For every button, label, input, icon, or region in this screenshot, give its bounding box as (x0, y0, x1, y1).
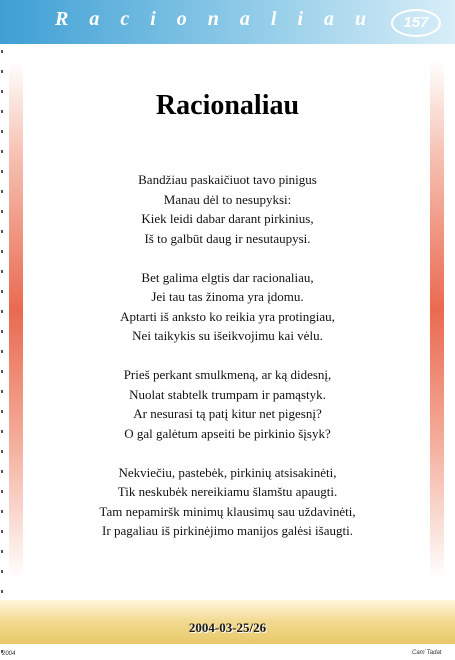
poem-line: Prieš perkant smulkmeną, ar ką didesnį, (123, 367, 332, 382)
poem-line: O gal galėtum apseiti be pirkinio šįsyk? (124, 425, 331, 441)
header-title: R a c i o n a l i a u (55, 8, 375, 30)
footer-author: Cam`Tadat (412, 650, 442, 656)
left-edge-ticks (0, 50, 5, 610)
poem-line: Ar nesurasi tą patį kitur net pigesnį? (133, 406, 322, 421)
poem-stanza (40, 463, 415, 541)
poem-stanza (40, 170, 415, 248)
poem-stanza (40, 365, 415, 443)
poem-line: Bandžiau paskaičiuot tavo pinigus (138, 172, 317, 187)
poem-line: Nekviečiu, pastebėk, pirkinių atsisakinėti, (118, 464, 337, 480)
poem-line: Tik neskubėk nereikiamu šlamštu apaugti. (117, 484, 338, 499)
page-number-badge: 157 (391, 9, 441, 37)
left-decorative-strip (9, 60, 23, 580)
poem-title: Racionaliau (155, 90, 300, 121)
poem-line: Nuolat stabtelk trumpam ir pamąstyk. (129, 386, 326, 402)
poem-line: Kiek leidi dabar darant pirkinius, (141, 211, 314, 226)
poem-line: Manau dėl to nesupyksi: (163, 191, 292, 207)
poem-line: Jei tau tas žinoma yra įdomu. (151, 289, 304, 304)
poem-line: Nei taikykis su išeikvojimu kai vėlu. (132, 328, 323, 343)
poem-line: Aptarti iš anksto ko reikia yra protingiau, (120, 308, 335, 324)
poem-line: Bet galima elgtis dar racionaliau, (141, 269, 314, 285)
page-footer (0, 600, 455, 644)
footer-date: 2004-03-25/26 (188, 620, 267, 635)
poem-line: Ir pagaliau iš pirkinėjimo manijos galėsi išaugti. (102, 523, 353, 538)
footer-year: 2004 (2, 651, 16, 657)
poem-stanza (40, 268, 415, 346)
poem-line: Iš to galbūt daug ir nesutaupysi. (144, 230, 311, 246)
poem-body (40, 170, 415, 560)
page-header (0, 0, 455, 44)
right-decorative-strip (430, 60, 444, 580)
poem-line: Tam nepamiršk minimų klausimų sau uždavinėti, (99, 503, 356, 519)
